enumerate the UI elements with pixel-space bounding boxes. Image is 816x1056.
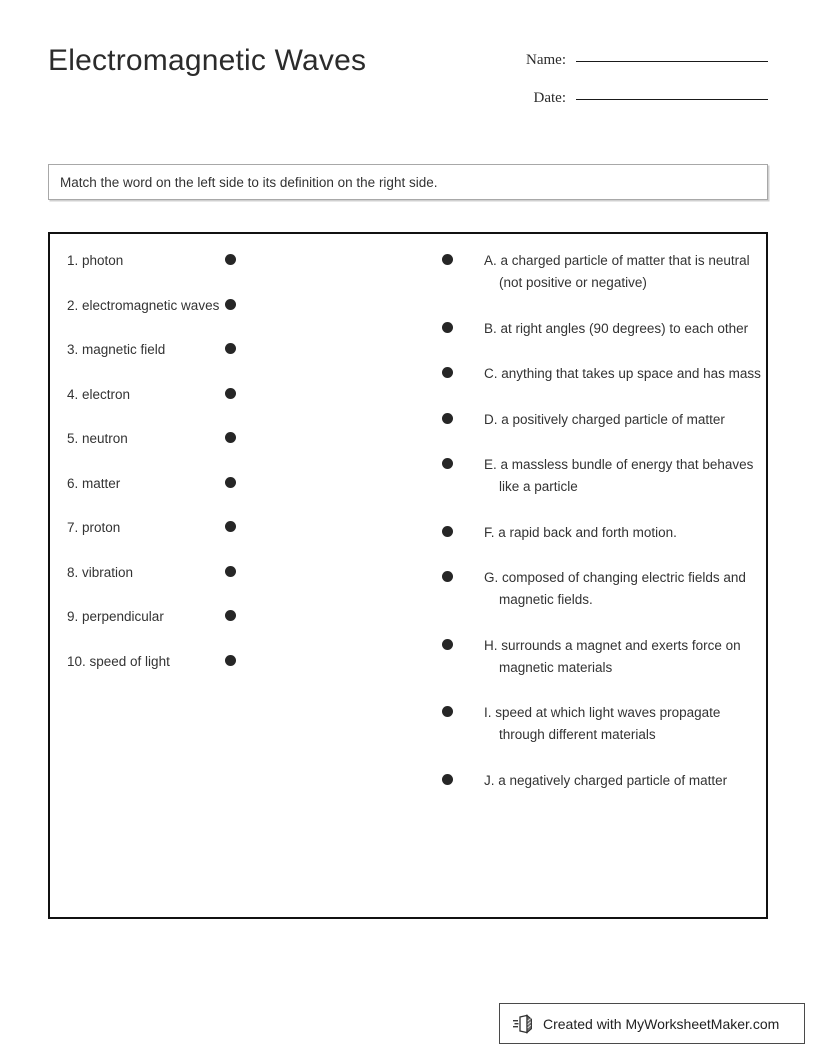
bullet-dot-icon xyxy=(225,477,236,488)
bullet-dot-icon xyxy=(442,322,453,333)
term-row[interactable] xyxy=(64,339,274,360)
term-connector-dot[interactable] xyxy=(225,655,239,669)
definition-label: B. at right angles (90 degrees) to each other xyxy=(484,320,749,336)
bullet-dot-icon xyxy=(225,521,236,532)
footer-attribution-badge[interactable] xyxy=(499,1003,805,1044)
definition-label: G. composed of changing electric fields and magnetic fields. xyxy=(484,570,746,607)
definition-row[interactable] xyxy=(442,567,756,611)
date-input-line[interactable] xyxy=(576,99,768,100)
definition-connector-dot[interactable] xyxy=(442,254,456,268)
definition-label: C. anything that takes up space and has mass xyxy=(484,366,761,381)
bullet-dot-icon xyxy=(225,610,236,621)
definition-row[interactable] xyxy=(442,363,761,385)
term-row[interactable] xyxy=(64,384,274,405)
bullet-dot-icon xyxy=(225,299,236,310)
worksheet-maker-logo-icon xyxy=(512,1013,534,1035)
terms-column xyxy=(64,250,274,695)
term-connector-dot[interactable] xyxy=(225,388,239,402)
footer-attribution-text: Created with MyWorksheetMaker.com xyxy=(543,1015,780,1032)
date-field-row xyxy=(478,90,768,107)
name-input-line[interactable] xyxy=(576,61,768,62)
definition-connector-dot[interactable] xyxy=(442,458,456,472)
bullet-dot-icon xyxy=(225,254,236,265)
term-connector-dot[interactable] xyxy=(225,610,239,624)
definition-row[interactable] xyxy=(442,770,756,792)
term-label: 3. magnetic field xyxy=(67,342,166,357)
worksheet-header xyxy=(0,0,816,140)
date-label: Date: xyxy=(533,90,566,106)
definition-connector-dot[interactable] xyxy=(442,413,456,427)
bullet-dot-icon xyxy=(442,367,453,378)
name-label: Name: xyxy=(526,52,566,68)
definition-label: I. speed at which light waves propagate through different materials xyxy=(484,705,721,742)
definition-label: J. a negatively charged particle of matter xyxy=(484,772,728,788)
term-label: 2. electromagnetic waves xyxy=(67,297,220,313)
definition-connector-dot[interactable] xyxy=(442,526,456,540)
term-connector-dot[interactable] xyxy=(225,432,239,446)
instruction-box xyxy=(48,164,768,200)
term-label: 4. electron xyxy=(67,386,131,402)
term-connector-dot[interactable] xyxy=(225,566,239,580)
bullet-dot-icon xyxy=(225,343,236,354)
definition-connector-dot[interactable] xyxy=(442,322,456,336)
definition-label: H. surrounds a magnet and exerts force on magnetic materials xyxy=(484,637,741,675)
term-row[interactable] xyxy=(64,428,274,449)
term-connector-dot[interactable] xyxy=(225,343,239,357)
definition-label: E. a massless bundle of energy that behaves like a particle xyxy=(484,457,754,494)
definitions-column xyxy=(442,250,761,815)
term-label: 6. matter xyxy=(67,475,121,491)
term-row[interactable] xyxy=(64,295,274,316)
term-row[interactable] xyxy=(64,473,274,494)
term-label: 7. proton xyxy=(67,520,121,535)
bullet-dot-icon xyxy=(225,655,236,666)
bullet-dot-icon xyxy=(442,254,453,265)
term-label: 5. neutron xyxy=(67,431,128,446)
term-connector-dot[interactable] xyxy=(225,299,239,313)
definition-connector-dot[interactable] xyxy=(442,571,456,585)
term-connector-dot[interactable] xyxy=(225,254,239,268)
definition-connector-dot[interactable] xyxy=(442,367,456,381)
term-label: 9. perpendicular xyxy=(67,609,164,624)
term-row[interactable] xyxy=(64,562,274,583)
bullet-dot-icon xyxy=(442,639,453,650)
bullet-dot-icon xyxy=(442,526,453,537)
term-connector-dot[interactable] xyxy=(225,477,239,491)
bullet-dot-icon xyxy=(442,413,453,424)
matching-columns xyxy=(50,234,766,917)
definition-label: A. a charged particle of matter that is neutral (not positive or negative) xyxy=(484,253,750,290)
name-field-row xyxy=(478,52,768,69)
page-title: Electromagnetic Waves xyxy=(48,44,367,77)
bullet-dot-icon xyxy=(225,566,236,577)
term-row[interactable] xyxy=(64,606,274,627)
definition-row[interactable] xyxy=(442,635,756,679)
definition-row[interactable] xyxy=(442,318,756,340)
definition-row[interactable] xyxy=(442,250,756,294)
definition-connector-dot[interactable] xyxy=(442,639,456,653)
definition-row[interactable] xyxy=(442,702,756,746)
bullet-dot-icon xyxy=(225,388,236,399)
matching-exercise-box xyxy=(48,232,768,919)
definition-connector-dot[interactable] xyxy=(442,774,456,788)
bullet-dot-icon xyxy=(442,706,453,717)
definition-label: D. a positively charged particle of matter xyxy=(484,411,725,427)
definition-connector-dot[interactable] xyxy=(442,706,456,720)
term-label: 1. photon xyxy=(67,253,124,268)
bullet-dot-icon xyxy=(442,774,453,785)
bullet-dot-icon xyxy=(442,458,453,469)
definition-row[interactable] xyxy=(442,454,756,498)
term-connector-dot[interactable] xyxy=(225,521,239,535)
definition-label: F. a rapid back and forth motion. xyxy=(484,524,677,540)
definition-row[interactable] xyxy=(442,522,756,544)
instruction-text: Match the word on the left side to its definition on the right side. xyxy=(60,174,438,190)
term-label: 8. vibration xyxy=(67,564,134,580)
bullet-dot-icon xyxy=(442,571,453,582)
term-row[interactable] xyxy=(64,517,274,538)
definition-row[interactable] xyxy=(442,409,756,431)
term-row[interactable] xyxy=(64,250,274,271)
term-label: 10. speed of light xyxy=(67,653,170,669)
term-row[interactable] xyxy=(64,651,274,672)
bullet-dot-icon xyxy=(225,432,236,443)
